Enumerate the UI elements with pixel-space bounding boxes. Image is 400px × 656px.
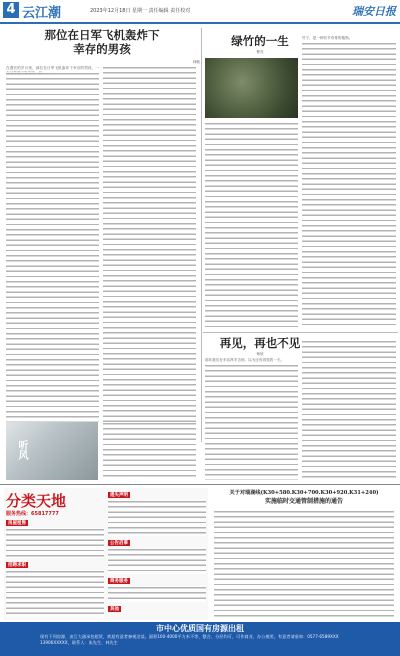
ting-feng-label: 听风	[16, 440, 27, 460]
classified-tag-4: 公告启事	[110, 541, 128, 546]
article1-body-col1	[6, 72, 99, 422]
page-number: 4	[3, 2, 19, 18]
article1-title-line1: 那位在日军飞机轰炸下	[44, 28, 160, 42]
footer-ad-title: 市中心优质国有房源出租	[156, 624, 244, 633]
classified-col2-block3	[108, 586, 206, 602]
notice-title-line2: 实施临时交通管制措施的通告	[264, 498, 343, 505]
bottom-divider	[0, 484, 400, 485]
article1-body-col2	[103, 66, 196, 422]
section-divider	[203, 332, 398, 333]
footer-ad-body: 现有下列房源，由江大通承包租赁，欢迎有意者参观洽谈。面积100-4000平方米不等，整合、分层均可，可作商业、办公使用，有意者请垂询：0577-6589XXX 13906XXXXX，联系人：朱先生、林先生	[40, 634, 339, 645]
notice-title-line1: 关于对瑞湖线(K30+580.K30+700.K30+920.K31+240)	[229, 490, 379, 496]
classified-col1-block2	[6, 570, 104, 618]
classified-tag-1: 房屋租售	[8, 521, 26, 526]
article3-lead: 那年我们在车站挥手告别，以为还有再见的一天。	[205, 358, 285, 362]
article2-lead: 竹子，是一种有节有骨的植物。	[302, 36, 353, 40]
article1-title	[4, 28, 200, 56]
article3-body-col2	[302, 340, 396, 480]
article1-body-col2-end	[103, 422, 196, 480]
section-name: 云江潮	[22, 6, 62, 21]
article3-byline: 杨欣	[256, 352, 264, 356]
classified-phone: 服务热线：65817777	[6, 511, 59, 517]
classified-tag-3: 遗失声明	[110, 493, 128, 498]
traffic-notice	[212, 488, 396, 620]
article2-body-col2	[302, 42, 396, 328]
classified-tag-2: 招聘求职	[8, 563, 26, 568]
bamboo-photo	[205, 58, 298, 118]
ting-feng-image	[6, 422, 98, 480]
article1-title-line2: 幸存的男孩	[73, 42, 131, 56]
article3-title: 再见，再也不见	[219, 336, 301, 350]
classified-section	[4, 488, 208, 620]
page-meta: 2023年12月18日 星期一 责任编辑 责任校对	[90, 8, 191, 14]
notice-body	[214, 510, 394, 618]
classified-col2-block2	[108, 548, 206, 574]
article1-byline: 林敏	[192, 60, 200, 64]
classified-col2-block1	[108, 500, 206, 536]
footer-ad	[0, 622, 400, 656]
classified-title: 分类天地	[6, 492, 67, 510]
article2-byline: 曹亮	[256, 50, 264, 54]
article2-title: 绿竹的一生	[231, 34, 289, 48]
article1-lead: 在漫长的岁月里，那位在日军飞机轰炸下幸存的男孩，一	[6, 66, 99, 70]
article3-body-col1	[205, 364, 298, 480]
classified-tag-6: 其他	[110, 607, 119, 612]
column-divider	[201, 28, 202, 442]
page-header	[0, 0, 400, 24]
classified-col1-block1	[6, 528, 104, 558]
classified-tag-5: 商务服务	[110, 579, 128, 584]
newspaper-logo: 瑞安日报	[352, 5, 396, 18]
article2-body-col1	[205, 122, 298, 328]
